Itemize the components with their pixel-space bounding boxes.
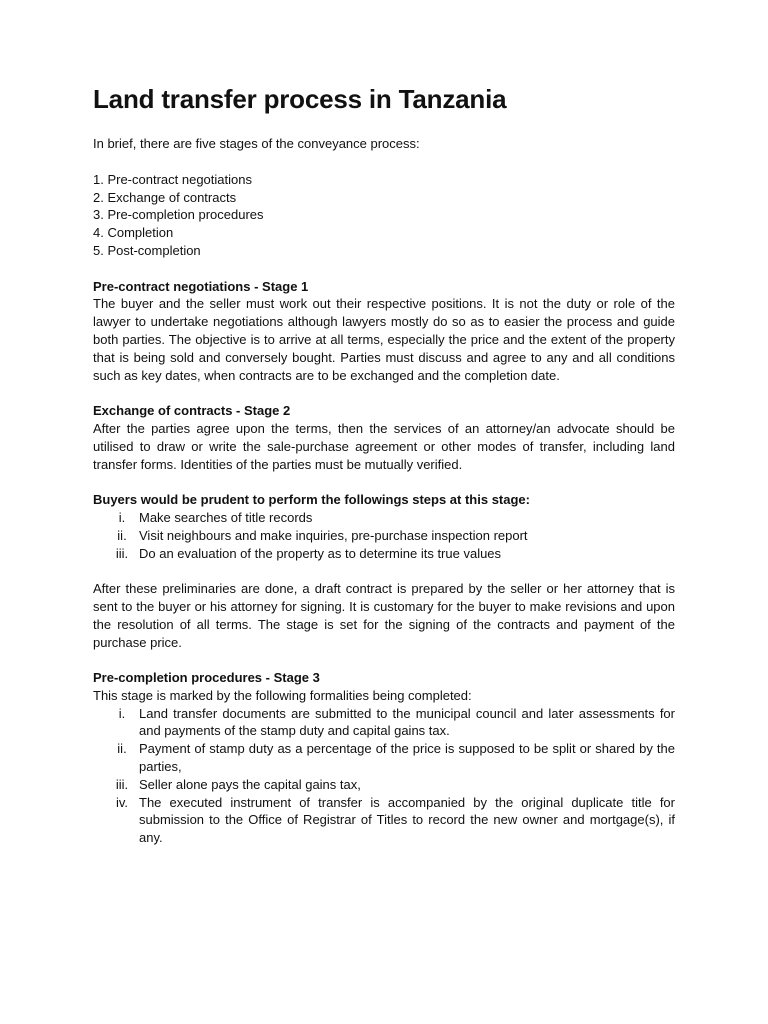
stage-list-item: 1. Pre-contract negotiations	[93, 171, 252, 187]
stage-list-item: 2. Exchange of contracts	[93, 189, 237, 205]
list-item-number: i.	[118, 705, 126, 721]
list-item	[93, 545, 675, 563]
stage3-formalities-list	[93, 705, 675, 847]
list-item-number: ii.	[117, 527, 127, 543]
stage-list-item: 4. Completion	[93, 225, 174, 241]
stage2-body: After the parties agree upon the terms, then the services of an attorney/an advocate should be utilised to draw or write the sale-purchase agreement or other modes of transfer, including land transfer forms. Identities of the parties must be mutually verified.	[93, 420, 675, 472]
list-item-text: Seller alone pays the capital gains tax,	[139, 776, 361, 792]
stage-list-item: 5. Post-completion	[93, 242, 201, 258]
preliminaries-paragraph: After these preliminaries are done, a draft contract is prepared by the seller or her attorney that is sent to the buyer or his attorney for signing. It is customary for the buyer to make revisions and upon the resolution of all terms. The stage is set for the signing of the contracts and payment of the purchase price.	[93, 581, 675, 650]
list-item	[93, 705, 675, 741]
list-item-text: Do an evaluation of the property as to determine its true values	[139, 545, 502, 561]
buyers-section	[93, 491, 675, 562]
list-item-text: The executed instrument of transfer is accompanied by the original duplicate title for submission to the Office of Registrar of Titles to record the new owner and mortgage(s), if any.	[139, 794, 675, 846]
stage1-body: The buyer and the seller must work out their respective positions. It is not the duty or role of the lawyer to undertake negotiations although lawyers mostly do so as to easier the process and guide both parties. The objective is to arrive at all terms, especially the price and the extent of the property that is being sold and conversely bought. Parties must discuss and agree to any and all conditions such as key dates, when contracts are to be exchanged and the completion date.	[93, 296, 675, 383]
stages-list	[93, 171, 675, 260]
intro-text: In brief, there are five stages of the conveyance process:	[93, 136, 420, 152]
buyers-steps-list	[93, 509, 675, 562]
stage3-intro: This stage is marked by the following formalities being completed:	[93, 687, 472, 703]
list-item	[93, 527, 675, 545]
list-item	[93, 794, 675, 847]
document-title: Land transfer process in Tanzania	[93, 84, 507, 114]
list-item-text: Payment of stamp duty as a percentage of the price is supposed to be split or shared by the parties,	[139, 741, 675, 775]
list-item-text: Visit neighbours and make inquiries, pre-purchase inspection report	[139, 527, 528, 543]
list-item	[93, 740, 675, 776]
stage-list-item: 3. Pre-completion procedures	[93, 207, 264, 223]
list-item-number: iii.	[115, 776, 129, 792]
list-item	[93, 776, 675, 794]
list-item	[93, 509, 675, 527]
stage1-heading: Pre-contract negotiations - Stage 1	[93, 278, 309, 294]
list-item-number: iv.	[115, 794, 129, 810]
stage3-section	[93, 669, 675, 847]
list-item-number: ii.	[117, 741, 127, 757]
stage2-heading: Exchange of contracts - Stage 2	[93, 403, 291, 419]
stage3-heading: Pre-completion procedures - Stage 3	[93, 670, 320, 686]
stage1-section	[93, 278, 675, 385]
list-item-text: Land transfer documents are submitted to the municipal council and later assessments for and payments of the stamp duty and capital gains tax.	[139, 705, 675, 739]
list-item-number: iii.	[115, 545, 129, 561]
list-item-text: Make searches of title records	[139, 509, 313, 525]
stage2-section	[93, 402, 675, 473]
buyers-heading: Buyers would be prudent to perform the followings steps at this stage:	[93, 492, 530, 508]
list-item-number: i.	[118, 509, 126, 525]
